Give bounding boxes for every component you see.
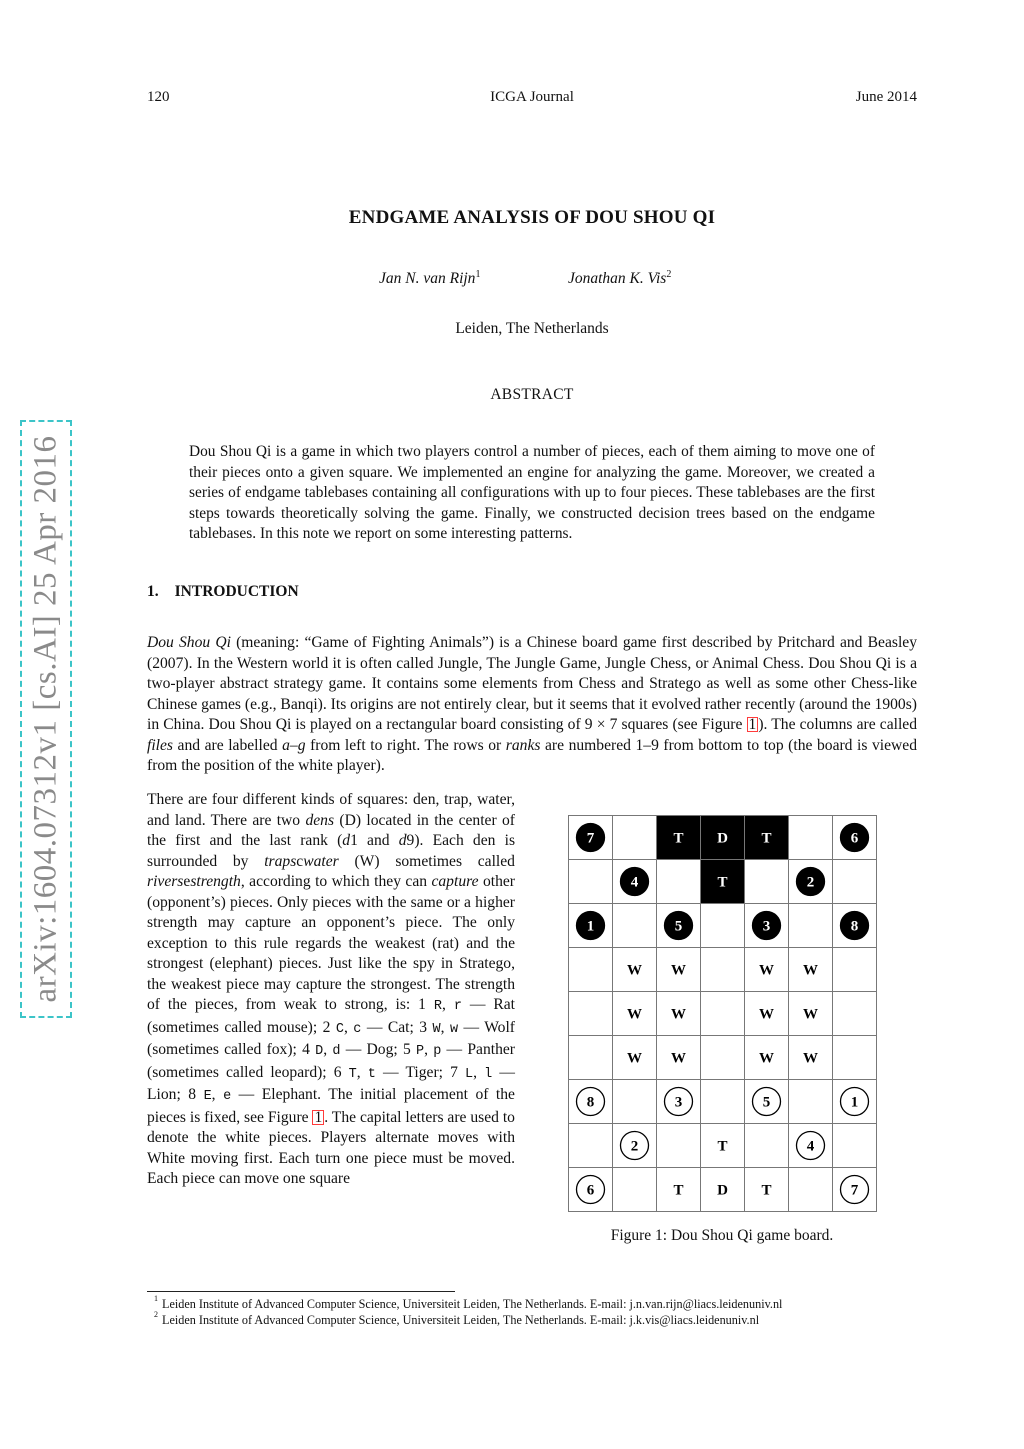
figure-caption: Figure 1: Dou Shou Qi game board. — [610, 1227, 834, 1244]
trap-label: T — [673, 830, 684, 847]
board-cell — [789, 1168, 833, 1212]
water-label: W — [671, 1050, 686, 1067]
water-label: W — [627, 1050, 642, 1067]
water-label: W — [759, 962, 774, 979]
board-cell — [745, 860, 789, 904]
piece-label: 8 — [850, 918, 859, 935]
abstract-text: Dou Shou Qi is a game in which two players control a number of pieces, each of them aiming to move one of their pieces onto a given square. We implemented an engine for analyzing the game. Moreover, we created a series of endgame tablebases containing all configurations with up to four pieces. These tablebases are the first steps towards theoretically solving the game. Finally, we constructed decision trees based on the endgame tablebases. In this note we report on some interesting patterns. — [189, 443, 875, 542]
board-cell — [657, 1124, 701, 1168]
board-cell — [833, 992, 877, 1036]
footnote-rule — [147, 1291, 455, 1292]
piece-label: 1 — [586, 918, 595, 935]
section-heading: 1. INTRODUCTION — [147, 583, 299, 600]
game-board-figure — [568, 815, 877, 1212]
piece-label: 6 — [586, 1182, 595, 1199]
trap-label: T — [673, 1182, 684, 1199]
water-label: W — [803, 1006, 818, 1023]
page-number: 120 — [147, 89, 170, 105]
board-cell — [745, 1124, 789, 1168]
piece-label: 2 — [630, 1138, 639, 1155]
board-cell — [569, 992, 613, 1036]
board-cell — [789, 816, 833, 860]
board-cell — [701, 904, 745, 948]
piece-label: 8 — [586, 1094, 595, 1111]
piece-label: 5 — [762, 1094, 771, 1111]
author-1: Jan N. van Rijn$^1$ — [379, 269, 481, 288]
trap-label: T — [761, 830, 772, 847]
piece-label: 1 — [850, 1094, 859, 1111]
water-label: W — [803, 1050, 818, 1067]
piece-label: 4 — [806, 1138, 815, 1155]
board-cell — [833, 1036, 877, 1080]
figure-1-link[interactable]: 1 — [748, 716, 757, 733]
water-label: W — [759, 1050, 774, 1067]
water-label: W — [671, 962, 686, 979]
board-cell — [833, 860, 877, 904]
paper-title: ENDGAME ANALYSIS OF DOU SHOU QI — [348, 207, 716, 228]
water-label: W — [671, 1006, 686, 1023]
board-cell — [657, 860, 701, 904]
board-cell — [789, 904, 833, 948]
abstract-heading: ABSTRACT — [490, 386, 574, 403]
figure-1-link-2[interactable]: 1 — [314, 1108, 323, 1126]
board-cell — [613, 816, 657, 860]
journal-name: ICGA Journal — [490, 89, 574, 105]
issue-date: June 2014 — [855, 89, 917, 105]
piece-label: 3 — [674, 1094, 683, 1111]
author-2: Jonathan K. Vis$^2$ — [568, 269, 672, 288]
trap-label: T — [717, 874, 728, 891]
body-column-paragraph: There are four different kinds of squares: den, trap, water, and land. There are two dens (D) located in the center of the first and the last rank (d1 and d9). Each den is surrounded by trapscwater (W) sometimes called riversestrength, according to which they can capture other (opponent’s) pieces. Only pieces with the same or a higher strength may capture an opponent’s piece. The only exception to this rule regards the weakest (rat) and the strongest (elephant) pieces. Just like the spy in Stratego, the weakest piece may capture the strongest. The strength of the pieces, from weak to strong, is: 1 R, r — Rat (sometimes called mouse); 2 C, c — Cat; 3 W, w — Wolf (sometimes called fox); 4 D, d — Dog; 5 P, p — Panther (sometimes called leopard); 6 T, t — Tiger; 7 L, l — Lion; 8 E, e — Elephant. The initial placement of the pieces is fixed, see Figure 1 . The capital letters are used to denote the white pieces. Players alternate moves with White moving first. Each turn one piece must be moved. Each piece can move one square — [147, 791, 516, 1187]
piece-label: 7 — [586, 830, 595, 847]
board-cell — [701, 1036, 745, 1080]
water-label: W — [627, 1006, 642, 1023]
piece-label: 5 — [674, 918, 683, 935]
water-label: W — [759, 1006, 774, 1023]
board-cell — [613, 904, 657, 948]
board-cell — [701, 992, 745, 1036]
den-label: D — [717, 830, 728, 847]
board-cell — [701, 1080, 745, 1124]
intro-paragraph: Dou Shou Qi (meaning: “Game of Fighting Animals”) is a Chinese board game first described by Pritchard and Beasley (2007). In the Western world it is often called Jungle, The Jungle Game, Jungle Chess, or Animal Chess. Dou Shou Qi is a two-player abstract strategy game. It contains some elements from Chess and Stratego as well as some other Chess-like Chinese games (e.g., Banqi). Its origins are not entirely clear, but it seems that it evolved rather recently (around the 1900s) in China. Dou Shou Qi is played on a rectangular board consisting of 9 × 7 squares (see Figure 1 ). The columns are called files and are labelled a–g from left to right. The rows or ranks are numbered 1–9 from bottom to top (the board is viewed from the position of the white player). — [147, 634, 918, 774]
trap-label: T — [761, 1182, 772, 1199]
piece-label: 3 — [762, 918, 771, 935]
piece-label: 7 — [850, 1182, 859, 1199]
board-cell — [569, 948, 613, 992]
footnote-2: 2 Leiden Institute of Advanced Computer Science, Universiteit Leiden, The Netherlands. E-mail: j.k.vis@liacs.leidenuniv.nl — [154, 1310, 760, 1327]
water-label: W — [627, 962, 642, 979]
den-label: D — [717, 1182, 728, 1199]
trap-label: T — [717, 1138, 728, 1155]
board-cell — [569, 1124, 613, 1168]
affiliation: Leiden, The Netherlands — [455, 320, 609, 337]
board-cell — [613, 1168, 657, 1212]
arxiv-stamp-text: arXiv:1604.07312v1 [cs.AI] 25 Apr 2016 — [27, 435, 64, 1003]
board-cell — [833, 948, 877, 992]
water-label: W — [803, 962, 818, 979]
board-cell — [701, 948, 745, 992]
board-cell — [833, 1124, 877, 1168]
piece-label: 6 — [850, 830, 859, 847]
piece-label: 2 — [806, 874, 815, 891]
board-cell — [613, 1080, 657, 1124]
piece-label: 4 — [630, 874, 639, 891]
board-cell — [789, 1080, 833, 1124]
arxiv-stamp[interactable] — [20, 420, 72, 1018]
board-cell — [569, 860, 613, 904]
footnote-1: 1 Leiden Institute of Advanced Computer Science, Universiteit Leiden, The Netherlands. E-mail: j.n.van.rijn@liacs.leidenuniv.nl — [154, 1294, 783, 1311]
board-cell — [569, 1036, 613, 1080]
